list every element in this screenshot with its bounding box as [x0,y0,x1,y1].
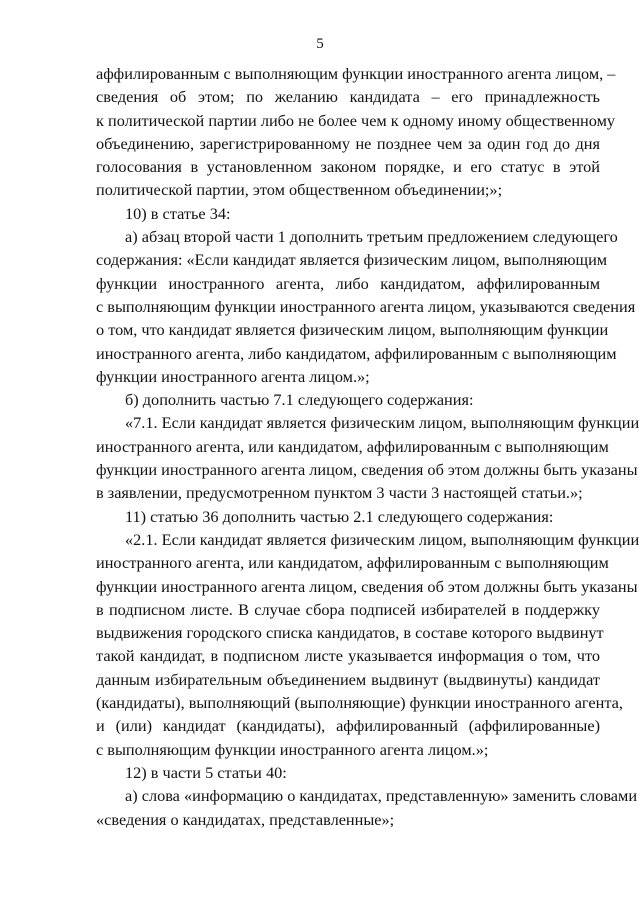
text-line: иностранного агента, или кандидатом, аффилированным с выполняющим [96,436,609,456]
text-line: такой кандидат, в подписном листе указывается информация о том, что [96,646,600,666]
text-line: а) абзац второй части 1 дополнить третьим предложением следующего [125,227,618,247]
text-line: функции иностранного агента, либо кандидатом, аффилированным [96,273,600,293]
text-line: 12) в части 5 статьи 40: [125,762,287,782]
text-line: иностранного агента, либо кандидатом, аффилированным с выполняющим [96,343,617,363]
text-line: с выполняющим функции иностранного агента лицом.»; [96,739,489,759]
page-number: 5 [316,36,324,52]
text-line: содержания: «Если кандидат является физическим лицом, выполняющим [96,250,608,270]
text-line: «2.1. Если кандидат является физическим лицом, выполняющим функции [125,529,640,549]
text-line: 10) в статье 34: [125,203,231,223]
text-line: функции иностранного агента лицом, сведения об этом должны быть указаны [96,460,638,480]
text-line: и (или) кандидат (кандидаты), аффилированный (аффилированные) [96,716,600,736]
text-line: в подписном листе. В случае сбора подписей избирателей в поддержку [96,599,600,619]
text-line: иностранного агента, или кандидатом, аффилированным с выполняющим [96,553,609,573]
text-line: функции иностранного агента лицом, сведения об этом должны быть указаны [96,576,638,596]
document-body [96,62,640,831]
text-line: (кандидаты), выполняющий (выполняющие) функции иностранного агента, [96,693,623,713]
text-line: о том, что кандидат является физическим лицом, выполняющим функции [96,320,609,340]
text-line: объединению, зарегистрированному не позднее чем за один год до дня [96,133,600,153]
text-line: функции иностранного агента лицом.»; [96,366,370,386]
text-line: политической партии, этом общественном объединении;»; [96,180,503,200]
text-line: сведения об этом; по желанию кандидата – его принадлежность [96,87,600,107]
text-line: с выполняющим функции иностранного агента лицом, указываются сведения [96,296,636,316]
text-line: к политической партии либо не более чем к одному иному общественному [96,110,616,130]
text-line: аффилированным с выполняющим функции иностранного агента лицом, – [96,64,616,83]
text-line: выдвижения городского списка кандидатов, в составе которого выдвинут [96,623,604,643]
text-line: голосования в установленном законом порядке, и его статус в этой [96,157,600,177]
text-line: в заявлении, предусмотренном пунктом 3 части 3 настоящей статьи.»; [96,483,583,503]
text-line: б) дополнить частью 7.1 следующего содержания: [125,390,474,410]
text-line: а) слова «информацию о кандидатах, представленную» заменить словами [125,786,638,806]
text-line: «7.1. Если кандидат является физическим лицом, выполняющим функции [125,413,640,433]
text-line: данным избирательным объединением выдвинут (выдвинуты) кандидат [96,669,600,689]
text-line: 11) статью 36 дополнить частью 2.1 следующего содержания: [125,506,554,526]
text-line: «сведения о кандидатах, представленные»; [96,809,395,829]
